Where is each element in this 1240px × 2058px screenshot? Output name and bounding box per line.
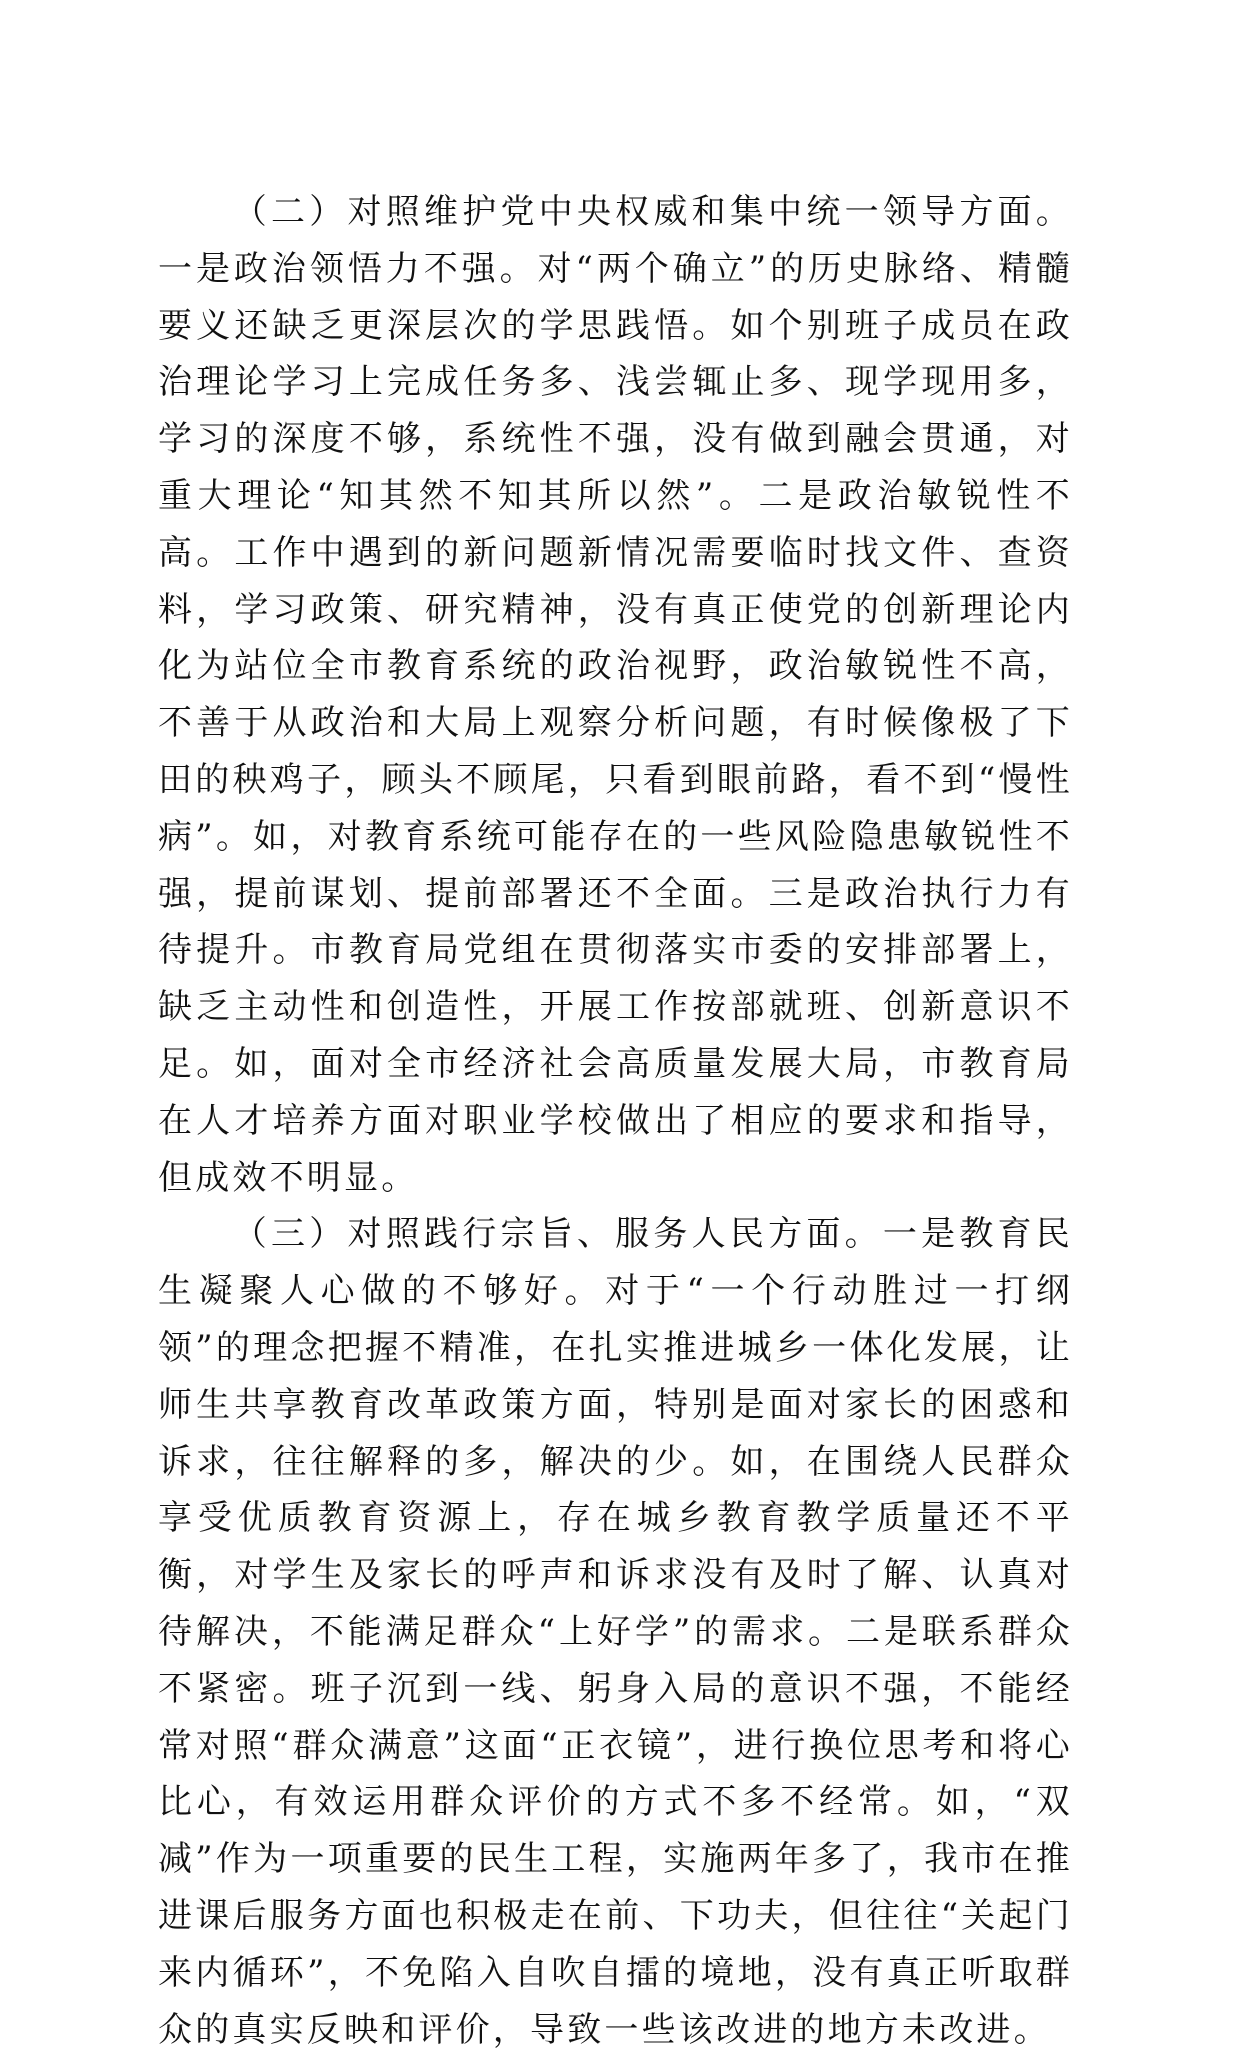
paragraph-section-three: （三）对照践行宗旨、服务人民方面。一是教育民生凝聚人心做的不够好。对于“一个行动胜过一打纲领”的理念把握不精准，在扎实推进城乡一体化发展，让师生共享教育改革政策方面，特别是面对家长的困惑和诉求，往往解释的多，解决的少。如，在围绕人民群众享受优质教育资源上，存在城乡教育教学质量还不平衡，对学生及家长的呼声和诉求没有及时了解、认真对待解决，不能满足群众“上好学”的需求。二是联系群众不紧密。班子沉到一线、躬身入局的意识不强，不能经常对照“群众满意”这面“正衣镜”，进行换位思考和将心比心，有效运用群众评价的方式不多不经常。如，“双减”作为一项重要的民生工程，实施两年多了，我市在推进课后服务方面也积极走在前、下功夫，但往往“关起门来内循环”，不免陷入自吹自擂的境地，没有真正听取群众的真实反映和评价，导致一些该改进的地方未改进。 xyxy=(158,1214,1073,2050)
paragraph-section-two: （二）对照维护党中央权威和集中统一领导方面。一是政治领悟力不强。对“两个确立”的历史脉络、精髓要义还缺乏更深层次的学思践悟。如个别班子成员在政治理论学习上完成任务多、浅尝辄止多、现学现用多，学习的深度不够，系统性不强，没有做到融会贯通，对重大理论“知其然不知其所以然”。二是政治敏锐性不高。工作中遇到的新问题新情况需要临时找文件、查资料，学习政策、研究精神，没有真正使党的创新理论内化为站位全市教育系统的政治视野，政治敏锐性不高，不善于从政治和大局上观察分析问题，有时候像极了下田的秧鸡子，顾头不顾尾，只看到眼前路，看不到“慢性病”。如，对教育系统可能存在的一些风险隐患敏锐性不强，提前谋划、提前部署还不全面。三是政治执行力有待提升。市教育局党组在贯彻落实市委的安排部署上，缺乏主动性和创造性，开展工作按部就班、创新意识不足。如，面对全市经济社会高质量发展大局，市教育局在人才培养方面对职业学校做出了相应的要求和指导，但成效不明显。 xyxy=(158,192,1073,1198)
document-body xyxy=(158,184,1073,2058)
